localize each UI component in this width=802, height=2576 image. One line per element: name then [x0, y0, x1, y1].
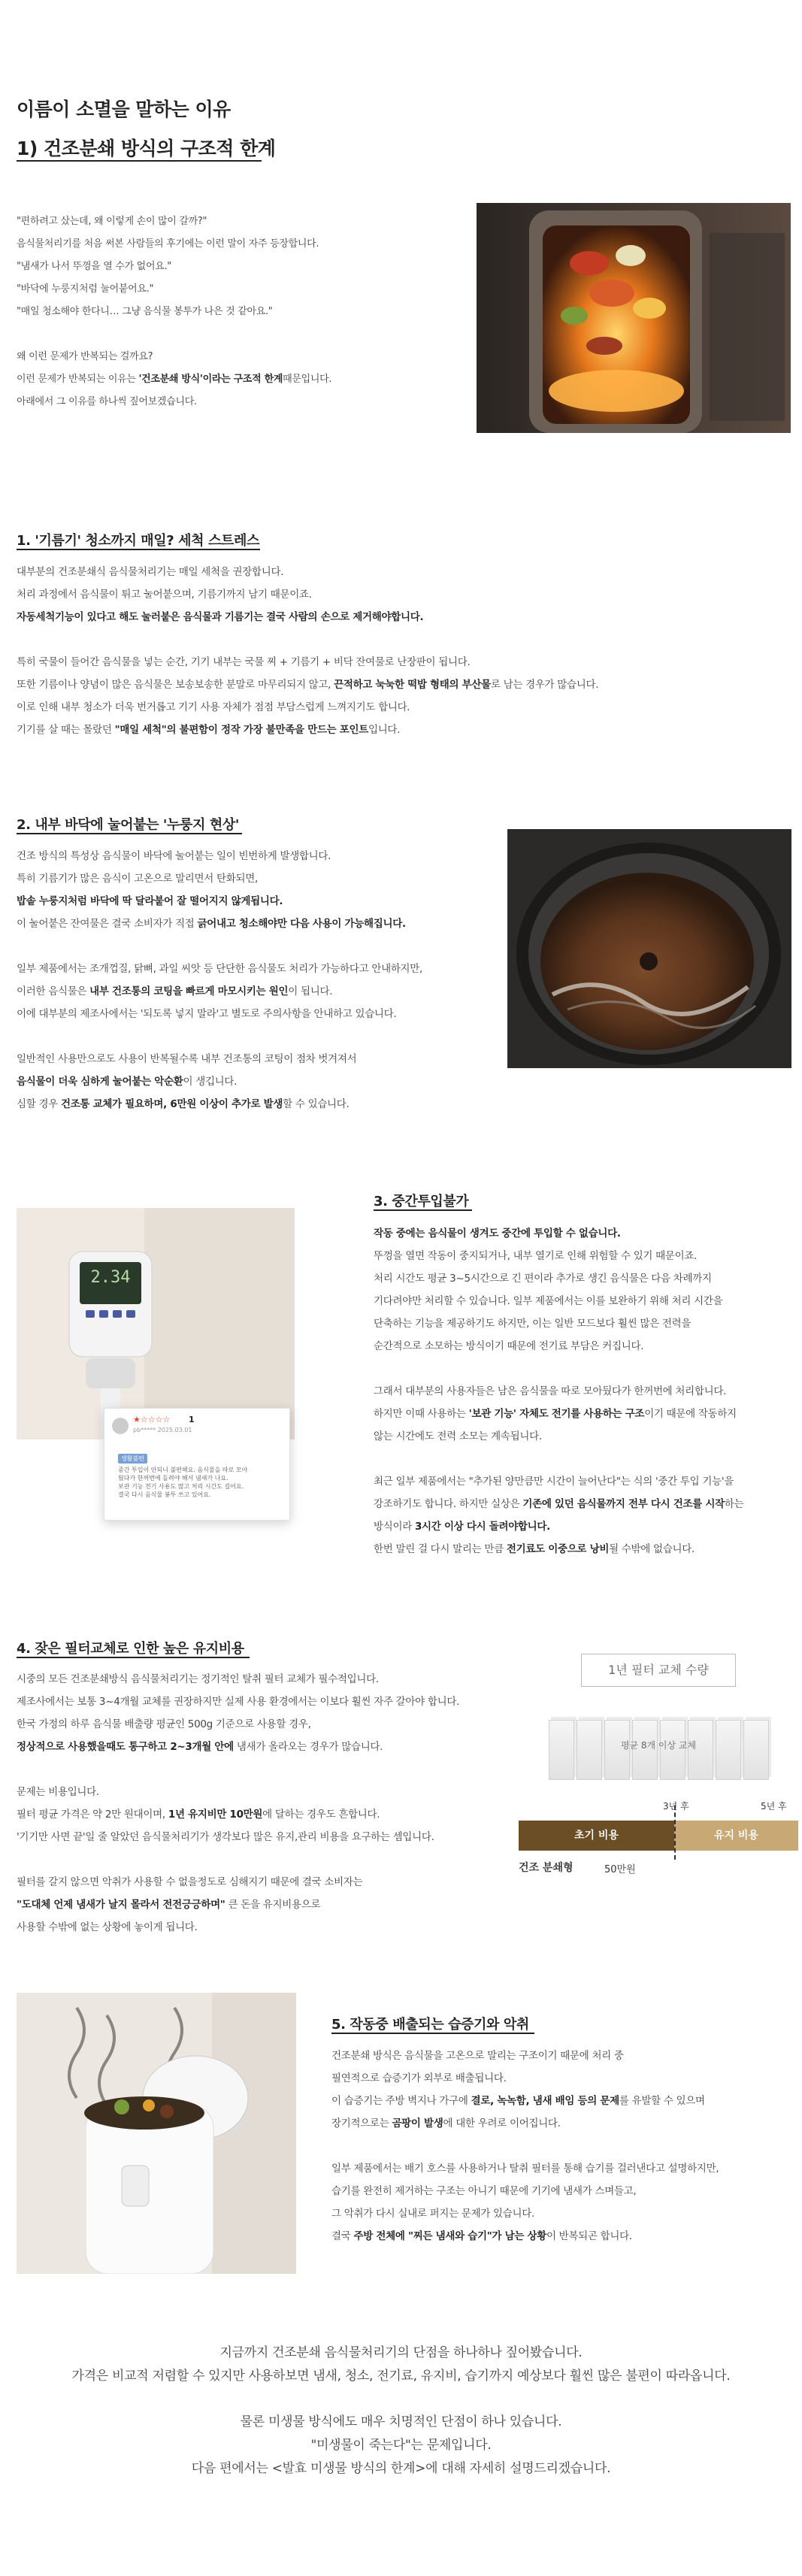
section3-line: 처리 시간도 평균 3~5시간으로 긴 편이라 추가로 생긴 음식물은 다음 차례까지 — [374, 1273, 712, 1285]
tick-label-3y: 3년 후 — [663, 1801, 689, 1812]
section2-line: 이에 대부분의 제조사에서는 '되도록 넣지 말라'고 별도로 주의사항을 안내하고 있습니다. — [17, 1008, 397, 1020]
section4-line: 사용할 수밖에 없는 상황에 놓이게 됩니다. — [17, 1921, 198, 1933]
section4-line: 시중의 모든 건조분쇄방식 음식물처리기는 정기적인 탈취 필터 교체가 필수적입니다. — [17, 1673, 379, 1685]
intro-last: 아래에서 그 이유를 하나씩 짚어보겠습니다. — [17, 396, 197, 407]
avatar — [112, 1418, 129, 1434]
meter-display: 2.34 — [90, 1268, 131, 1287]
section3-body — [374, 1222, 743, 1560]
section4-line: 필터 평균 가격은 약 2만 원대이며, 1년 유지비만 10만원에 달하는 경우도 흔합니다. — [17, 1809, 380, 1821]
section3-line: 그래서 대부분의 사용자들은 남은 음식물을 따로 모아뒀다가 한꺼번에 처리합니다. — [374, 1385, 727, 1397]
section5-line: 장기적으로는 곰팡이 발생에 대한 우려로 이어집니다. — [331, 2117, 561, 2130]
tick-label-5y: 5년 후 — [761, 1801, 787, 1812]
section2-line: 일반적인 사용만으로도 사용이 반복될수록 내부 건조통의 코팅이 점차 벗겨져서 — [17, 1053, 357, 1065]
section1-line: 처리 과정에서 음식물이 튀고 눌어붙으며, 기름기까지 남기 때문이죠. — [17, 589, 312, 601]
section3-line: 강조하기도 합니다. 하지만 실상은 기존에 있던 음식물까지 전부 다시 건조를 시작하는 — [374, 1498, 744, 1510]
section1-line: 이로 인해 내부 청소가 더욱 번거롭고 기기 사용 자체가 점점 부담스럽게 느껴지기도 합니다. — [17, 701, 410, 713]
section3-line: 최근 일부 제품에서는 "추가된 양만큼만 시간이 늘어난다"는 식의 '중간 투입 기능'을 — [374, 1476, 734, 1488]
section2-line: 심할 경우 건조통 교체가 필요하며, 6만원 이상이 추가로 발생할 수 있습니다. — [17, 1098, 350, 1110]
divider-3y — [674, 1806, 676, 1860]
filter-caption: 평균 8개 이상 교체 — [620, 1740, 697, 1751]
section5-line: 습기를 완전히 제거하는 구조는 아니기 때문에 기기에 냄새가 스며들고, — [331, 2185, 637, 2197]
section5-line: 그 악취가 다시 실내로 퍼지는 문제가 있습니다. — [331, 2208, 535, 2220]
section4-line: 문제는 비용입니다. — [17, 1786, 99, 1798]
intro-line: "편하려고 샀는데, 왜 이렇게 손이 많이 갈까?" — [17, 216, 207, 227]
intro-line: 음식물처리기를 처음 써본 사람들의 후기에는 이런 말이 자주 등장합니다. — [17, 238, 319, 250]
section3-underline — [374, 1209, 472, 1211]
section3-line: 않는 시간에도 전력 소모는 계속됩니다. — [374, 1430, 542, 1442]
section5-body — [331, 2045, 719, 2248]
review-card — [104, 1408, 290, 1521]
closing-line: 지금까지 건조분쇄 음식물처리기의 단점을 하나하나 짚어봤습니다. — [219, 2345, 583, 2360]
section2-line: 일부 제품에서는 조개껍질, 닭뼈, 과일 씨앗 등 단단한 음식물도 처리가 가능하다고 안내하지만, — [17, 963, 423, 975]
section2-line: 건조 방식의 특성상 음식물이 바닥에 눌어붙는 일이 빈번하게 발생합니다. — [17, 850, 331, 862]
section2-line-bold: 밥솥 누룽지처럼 바닥에 딱 달라붙어 잘 떨어지지 않게됩니다. — [17, 895, 283, 907]
chart-title: 1년 필터 교체 수량 — [581, 1654, 736, 1687]
section4-line: 제조사에서는 보통 3~4개월 교체를 권장하지만 실제 사용 환경에서는 이보다 훨씬 자주 갈아야 합니다. — [17, 1696, 460, 1708]
bar-maintenance-cost: 유지 비용 — [674, 1821, 798, 1851]
section5-line: 일부 제품에서는 배기 호스를 사용하거나 탈취 필터를 통해 습기를 걸러낸다고 설명하지만, — [331, 2163, 719, 2175]
section3-line: 한번 말린 걸 다시 말리는 만큼 전기료도 이중으로 낭비될 수밖에 없습니다. — [374, 1543, 695, 1555]
section2-line: 특히 기름기가 많은 음식이 고온으로 말리면서 탄화되면, — [17, 873, 258, 885]
review-text: 중간 투입이 안되니 불편해요. 음식물을 따로 모아 뒀다가 한꺼번에 돌려야 해서 냄새가 나요. 보관 기능 전기 사용도 많고 처리 시간도 길어요. 결국 다시 음식물 봉투 쓰고 있어요. — [118, 1467, 248, 1498]
intro-text — [17, 210, 331, 413]
section5-line: 필연적으로 습증기가 외부로 배출됩니다. — [331, 2072, 507, 2084]
bar-initial-cost: 초기 비용 — [519, 1821, 674, 1851]
section1-line: 대부분의 건조분쇄식 음식물처리기는 매일 세척을 권장합니다. — [17, 566, 284, 578]
section3-line: 단축하는 기능을 제공하기도 하지만, 이는 일반 모드보다 훨씬 많은 전력을 — [374, 1318, 692, 1330]
section3-line-bold: 작동 중에는 음식물이 생겨도 중간에 투입할 수 없습니다. — [374, 1227, 621, 1240]
review-user: pb***** 2025.03.01 — [133, 1427, 192, 1433]
intro-line: "바닥에 누룽지처럼 눌어붙어요." — [17, 283, 154, 295]
closing-section — [0, 2341, 802, 2481]
intro-line: "냄새가 나서 뚜껑을 열 수가 없어요." — [17, 261, 171, 272]
review-tag: 생활불편 — [118, 1454, 147, 1464]
section1-title: 1. '기름기' 청소까지 매일? 세척 스트레스 — [17, 533, 259, 549]
rating-stars: ★☆☆☆☆ — [133, 1415, 171, 1424]
section1-line: 특히 국물이 들어간 음식물을 넣는 순간, 기기 내부는 국물 찌 + 기름기 + 비닥 잔여물로 난장판이 됩니다. — [17, 656, 471, 668]
section3-line: 기다려야만 처리할 수 있습니다. 일부 제품에서는 이를 보완하기 위해 처리 시간을 — [374, 1295, 723, 1307]
section5-title: 5. 작동중 배출되는 습증기와 악취 — [331, 2017, 529, 2033]
subtitle-underline — [17, 160, 262, 162]
burnt-residue-photo — [507, 829, 791, 1068]
section4-line: 한국 가정의 하루 음식물 배출량 평균인 500g 기준으로 사용할 경우, — [17, 1718, 311, 1730]
section5-underline — [331, 2033, 534, 2034]
power-meter-photo — [17, 1208, 295, 1439]
section4-line: "도대체 언제 냄새가 날지 몰라서 전전긍긍하며" 큰 돈을 유지비용으로 — [17, 1899, 321, 1911]
section2-underline — [17, 833, 242, 834]
closing-line: 다음 편에서는 <발효 미생물 방식의 한계>에 대해 자세히 설명드리겠습니다. — [191, 2461, 611, 2476]
section4-line: '기기만 사면 끝'일 줄 알았던 음식물처리기가 생각보다 많은 유지,관리 비용을 요구하는 셈입니다. — [17, 1831, 434, 1843]
section1-line: 기기를 살 때는 몰랐던 "매일 세척"의 불편함이 정작 가장 불만족을 만드는 포인트입니다. — [17, 724, 401, 736]
section5-line: 결국 주방 전체에 "찌든 냄새와 습기"가 남는 상황이 반복되곤 합니다. — [331, 2230, 632, 2242]
page-title: 이름이 소멸을 말하는 이유 — [17, 98, 231, 120]
section2-body — [17, 845, 422, 1115]
closing-line: "미생물이 죽는다"는 문제입니다. — [310, 2438, 492, 2453]
section4-line: 정상적으로 사용했을때도 통구하고 2~3개월 안에 냄새가 올라오는 경우가 많습니다. — [17, 1741, 383, 1753]
intro-line: "매일 청소해야 한다니… 그냥 음식물 봉투가 나은 것 같아요." — [17, 306, 273, 317]
category-label: 건조 분쇄형 — [519, 1862, 574, 1874]
rating-value: 1 — [189, 1415, 195, 1424]
section5-line: 건조분쇄 방식은 음식물을 고온으로 말리는 구조이기 때문에 처리 중 — [331, 2050, 624, 2062]
section2-title: 2. 내부 바닥에 눌어붙는 '누룽지 현상' — [17, 817, 239, 833]
section5-line: 이 습증기는 주방 벽지나 가구에 결로, 녹녹함, 냄새 배임 등의 문제를 유발할 수 있으며 — [331, 2095, 705, 2107]
section3-line: 순간적으로 소모하는 방식이기 때문에 전기료 부담은 커집니다. — [374, 1340, 644, 1352]
section3-line: 하지만 이때 사용하는 '보관 기능' 자체도 전기를 사용하는 구조이기 때문에 작동하지 — [374, 1408, 737, 1420]
section1-body — [17, 561, 598, 741]
section2-line: 이러한 음식물은 내부 건조통의 코팅을 빠르게 마모시키는 원인이 됩니다. — [17, 985, 333, 997]
value-label: 50만원 — [604, 1864, 636, 1875]
intro-reason: 이런 문제가 반복되는 이유는 '건조분쇄 방식'이라는 구조적 한계때문입니다. — [17, 374, 332, 385]
dryer-interior-photo — [477, 203, 791, 433]
section4-body — [17, 1668, 459, 1939]
intro-question: 왜 이런 문제가 반복되는 걸까요? — [17, 351, 153, 362]
closing-line: 물론 미생물 방식에도 매우 치명적인 단점이 하나 있습니다. — [240, 2414, 562, 2429]
section4-title: 4. 잦은 필터교체로 인한 높은 유지비용 — [17, 1641, 244, 1657]
section1-underline — [17, 549, 260, 550]
section3-line: 방식이라 3시간 이상 다시 돌려야합니다. — [374, 1521, 550, 1533]
section1-line-bold: 자동세척기능이 있다고 해도 눌러붙은 음식물과 기름기는 결국 사람의 손으로 제거해야합니다. — [17, 611, 424, 623]
section1-line: 또한 기름이나 양념이 많은 음식물은 보송보송한 분말로 마무리되지 않고, 끈적하고 눅눅한 떡밥 형태의 부산물로 남는 경우가 많습니다. — [17, 679, 599, 691]
steam-machine-photo — [17, 1993, 296, 2274]
filter-cost-chart — [519, 1645, 798, 1900]
section3-line: 뚜껑을 열면 작동이 중지되거나, 내부 열기로 인해 위험할 수 있기 때문이죠. — [374, 1250, 698, 1262]
section4-underline — [17, 1657, 250, 1658]
section2-line: 음식물이 더욱 심하게 눌어붙는 악순환이 생깁니다. — [17, 1076, 238, 1088]
section2-line: 이 눌어붙은 잔여물은 결국 소비자가 직접 긁어내고 청소해야만 다음 사용이 가능해집니다. — [17, 918, 406, 930]
page-subtitle: 1) 건조분쇄 방식의 구조적 한계 — [17, 138, 276, 159]
closing-line: 가격은 비교적 저렴할 수 있지만 사용하보면 냄새, 청소, 전기료, 유지비, 습기까지 예상보다 훨씬 많은 불편이 따라옵니다. — [71, 2369, 731, 2384]
section4-line: 필터를 갈지 않으면 악취가 사용할 수 없을정도로 심해지기 때문에 결국 소비자는 — [17, 1876, 363, 1888]
section3-title: 3. 중간투입불가 — [374, 1194, 469, 1209]
